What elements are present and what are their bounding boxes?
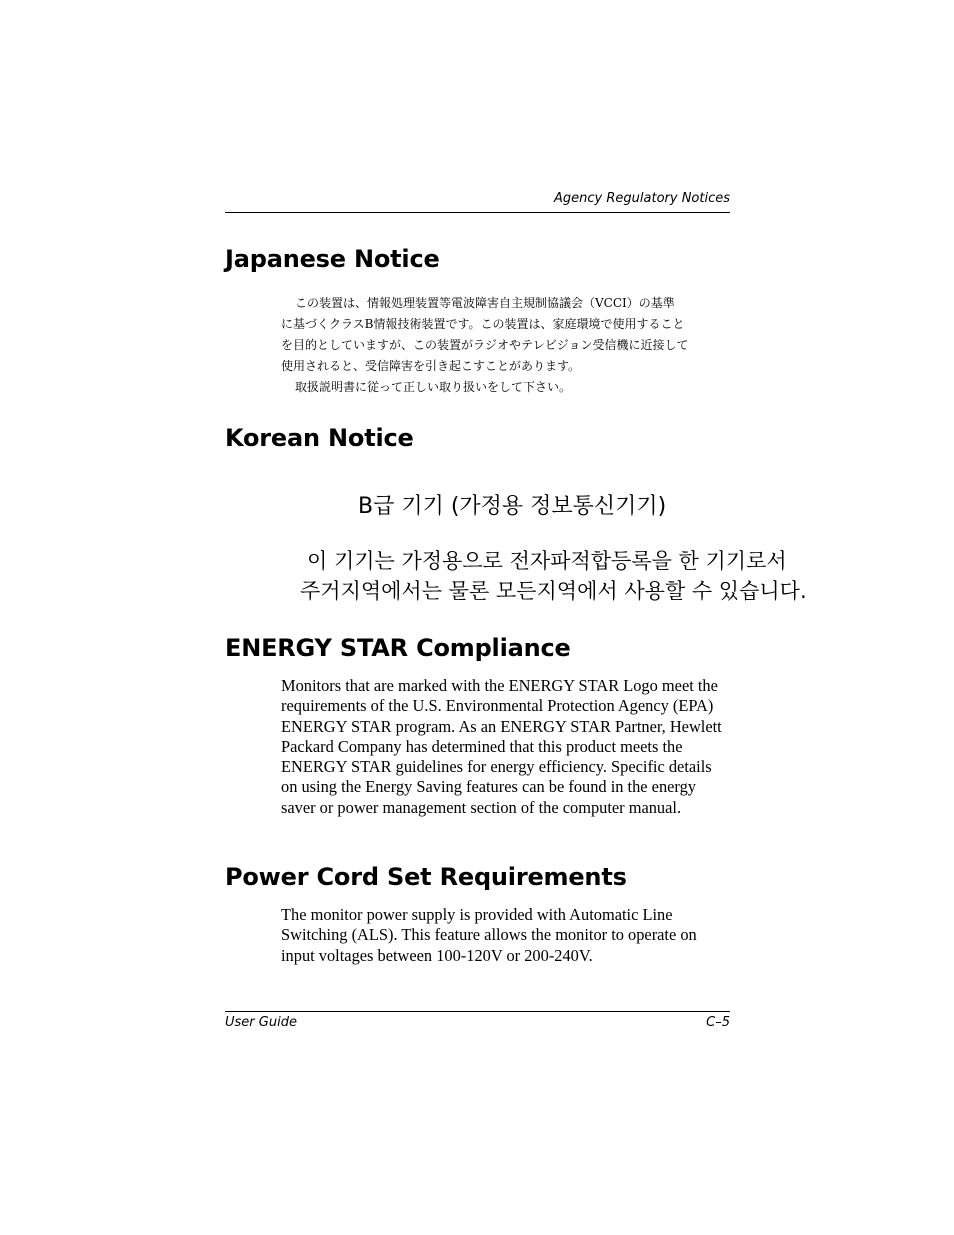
page-number: C–5: [706, 1015, 730, 1030]
power-cord-heading: Power Cord Set Requirements: [225, 863, 627, 891]
footer-rule: [225, 1011, 730, 1012]
korean-notice-title: B급 기기 (가정용 정보통신기기): [358, 494, 667, 519]
korean-notice-line: 주거지역에서는 물론 모든지역에서 사용할 수 있습니다.: [300, 579, 807, 603]
japanese-notice-heading: Japanese Notice: [225, 245, 440, 273]
korean-notice-heading: Korean Notice: [225, 424, 414, 452]
footer-document-title: User Guide: [225, 1015, 297, 1030]
running-header: Agency Regulatory Notices: [554, 191, 730, 206]
running-footer: [225, 1014, 730, 1032]
japanese-notice-line: を目的としていますが、この装置がラジオやテレビジョン受信機に近接して: [281, 338, 689, 352]
japanese-notice-text: [281, 293, 731, 398]
japanese-notice-line: に基づくクラスB情報技術装置です。この装置は、家庭環境で使用すること: [281, 317, 685, 331]
japanese-notice-line: 取扱説明書に従って正しい取り扱いをして下さい。: [295, 380, 572, 394]
energy-star-heading: ENERGY STAR Compliance: [225, 634, 571, 662]
energy-star-paragraph: Monitors that are marked with the ENERGY STAR Logo meet the requirements of the U.S. Environmental Protection Agency (EPA) ENERGY STAR program. As an ENERGY STAR Partner, Hewlett Packard Company has determined that this product meets the ENERGY STAR guidelines for energy efficiency. Specific details on using the Energy Saving features can be found in the energy saver or power management section of the computer manual.: [281, 676, 722, 817]
japanese-notice-line: この装置は、情報処理装置等電波障害自主規制協議会（VCCI）の基準: [295, 296, 675, 310]
japanese-notice-line: 使用されると、受信障害を引き起こすことがあります。: [281, 359, 581, 373]
korean-notice-line: 이 기기는 가정용으로 전자파적합등록을 한 기기로서: [307, 549, 787, 573]
korean-notice-text: [300, 546, 807, 606]
power-cord-paragraph: The monitor power supply is provided with Automatic Line Switching (ALS). This feature allows the monitor to operate on input voltages between 100-120V or 200-240V.: [281, 905, 697, 965]
header-rule: [225, 212, 730, 213]
